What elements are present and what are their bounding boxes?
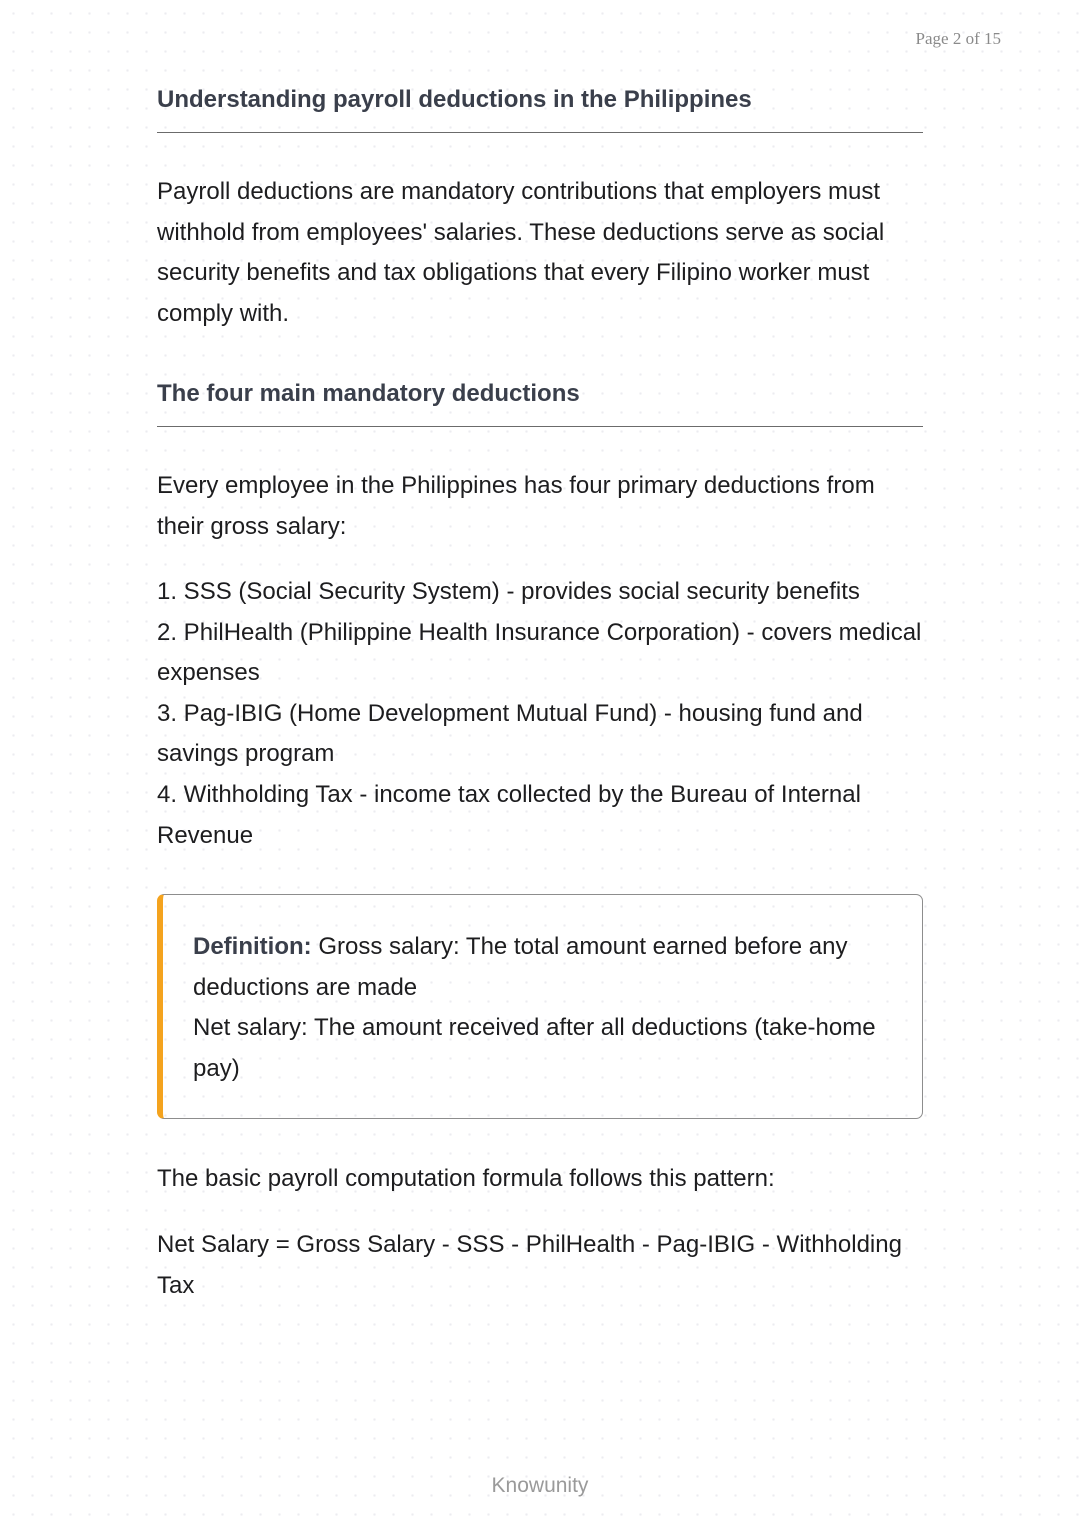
intro-paragraph: Payroll deductions are mandatory contributions that employers must withhold from employees' salaries. These deductions serve as social security benefits and tax obligations that every Filipino worker must comply with. <box>157 178 885 327</box>
list-item-sss: 1. SSS (Social Security System) - provides social security benefits <box>157 578 860 605</box>
deductions-list <box>157 572 923 856</box>
list-item-withholding-tax: 4. Withholding Tax - income tax collected by the Bureau of Internal Revenue <box>157 780 861 849</box>
section-subtitle: The four main mandatory deductions <box>157 378 923 427</box>
every-employee-paragraph: Every employee in the Philippines has four primary deductions from their gross salary: <box>157 472 875 540</box>
page-indicator: Page 2 of 15 <box>915 29 1001 48</box>
section-title: Understanding payroll deductions in the Philippines <box>157 84 923 133</box>
definition-net: Net salary: The amount received after all deductions (take-home pay) <box>193 1014 876 1082</box>
footer-brand: Knowunity <box>491 1474 589 1497</box>
definition-gross <box>193 927 882 1008</box>
definition-box <box>157 894 923 1119</box>
list-item-pagibig: 3. Pag-IBIG (Home Development Mutual Fund) - housing fund and savings program <box>157 699 863 768</box>
definition-term: Definition: <box>193 933 312 960</box>
formula-equation: Net Salary = Gross Salary - SSS - PhilHealth - Pag-IBIG - Withholding Tax <box>157 1231 902 1299</box>
list-item-philhealth: 2. PhilHealth (Philippine Health Insurance Corporation) - covers medical expenses <box>157 618 922 687</box>
formula-intro: The basic payroll computation formula follows this pattern: <box>157 1165 775 1192</box>
definition-gross-text: Gross salary: The total amount earned before any deductions are made <box>193 933 848 1001</box>
